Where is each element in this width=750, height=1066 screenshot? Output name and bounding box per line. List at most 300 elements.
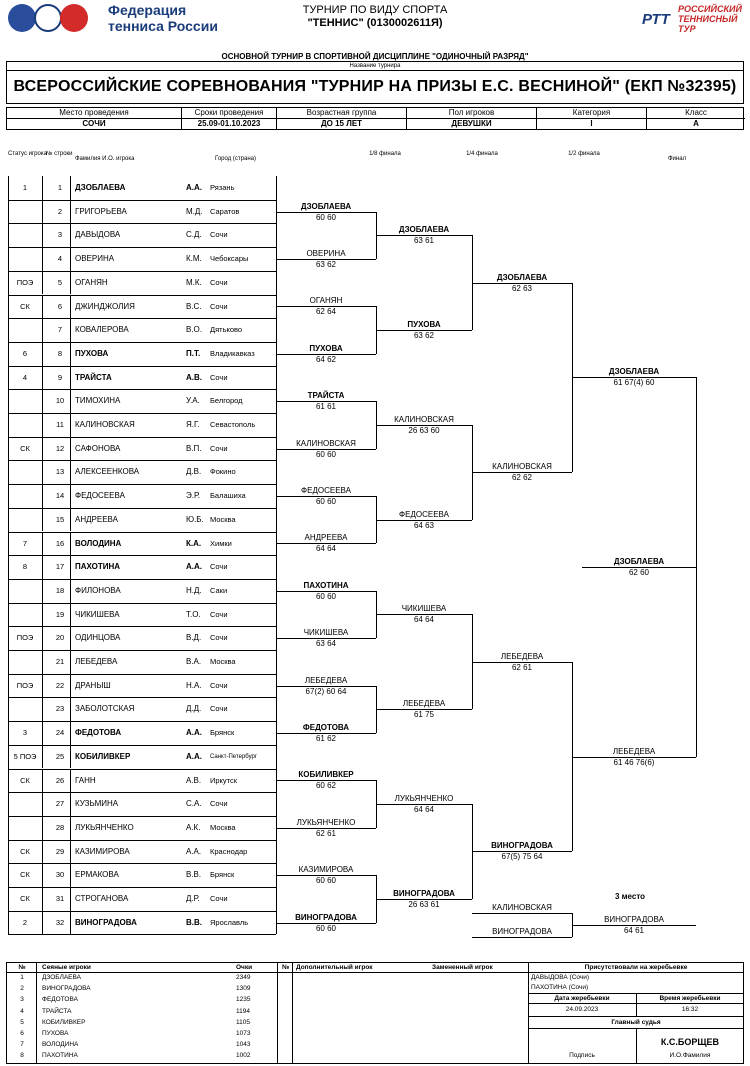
player-row — [8, 389, 276, 413]
qf-score: 61 75 — [413, 710, 435, 720]
info-label: Класс — [647, 108, 745, 119]
r16-score: 60 60 — [315, 449, 337, 459]
bracket-line — [70, 745, 71, 769]
ball-icon — [8, 4, 36, 32]
third-player: КАЛИНОВСКАЯ — [492, 903, 552, 912]
player-initials: Н.Д. — [186, 585, 202, 595]
judge-name: К.С.БОРЩЕВ — [660, 1037, 720, 1047]
player-name: ФЕДОСЕЕВА — [75, 491, 125, 501]
player-name: ВОЛОДИНА — [75, 538, 122, 548]
player-name: ДЖИНДЖОЛИЯ — [75, 301, 135, 311]
col-city: Город (страна) — [215, 156, 256, 162]
bracket-line — [42, 816, 43, 840]
player-row — [8, 176, 276, 200]
player-city: Чебоксары — [210, 254, 249, 264]
player-initials: А.А. — [186, 728, 202, 738]
bracket-line — [42, 887, 43, 911]
player-city: Сочи — [210, 680, 228, 690]
player-name: ВИНОГРАДОВА — [75, 917, 137, 927]
r16-score: 60 62 — [315, 781, 337, 791]
line-number: 3 — [57, 230, 63, 240]
seed-points: 2349 — [236, 974, 251, 981]
player-name: ЧИКИШЕВА — [75, 609, 120, 619]
seed-points: 1194 — [236, 1007, 250, 1015]
info-value: СОЧИ — [7, 119, 182, 130]
line-number: 31 — [55, 894, 65, 903]
r16-winner: ЛУКЬЯНЧЕНКО — [296, 817, 356, 827]
bracket-line — [42, 697, 43, 721]
player-initials: В.А. — [186, 657, 202, 666]
player-row — [8, 674, 276, 698]
info-value: А — [693, 119, 699, 128]
line-number: 28 — [55, 822, 65, 832]
line-number: 12 — [55, 443, 65, 453]
r16-winner: ТРАЙСТА — [307, 391, 345, 401]
line-number: 5 — [57, 277, 63, 287]
player-name: ОДИНЦОВА — [75, 633, 121, 643]
info-value: ДО 15 ЛЕТ — [277, 119, 407, 130]
r16-winner: КАЛИНОВСКАЯ — [296, 438, 356, 448]
qf-score: 64 64 — [413, 805, 435, 815]
player-initials: Н.А. — [186, 680, 202, 690]
bracket-line — [472, 913, 572, 914]
sport-title — [260, 4, 490, 30]
player-row — [8, 745, 276, 769]
player-initials: М.К. — [186, 277, 202, 287]
rtt-text: РОССИЙСКИЙ — [678, 4, 742, 14]
status-cell: 6 — [22, 348, 28, 358]
info-label: Место проведения — [7, 108, 182, 119]
seed-name: ВИНОГРАДОВА — [42, 985, 91, 993]
player-name: ДРАНЫШ — [75, 680, 111, 690]
player-name: ЕРМАКОВА — [75, 870, 119, 880]
player-row — [8, 603, 276, 627]
player-initials: Д.Д. — [186, 704, 202, 714]
seeds-header-points: Очки — [236, 964, 253, 971]
player-row — [8, 413, 276, 437]
seed-name: ПАХОТИНА — [42, 1052, 78, 1060]
qf-winner: КАЛИНОВСКАЯ — [394, 414, 454, 424]
player-city: Фокино — [210, 467, 236, 477]
bracket-line — [42, 555, 43, 579]
player-name: АНДРЕЕВА — [75, 514, 118, 524]
present-person: ДАВЫДОВА (Сочи) — [531, 974, 590, 981]
bracket-line — [42, 413, 43, 437]
player-initials: А.В. — [186, 372, 202, 382]
bracket-line — [70, 887, 71, 911]
bracket-line — [528, 1016, 744, 1017]
bracket-line — [42, 295, 43, 319]
sf-winner: КАЛИНОВСКАЯ — [492, 462, 552, 472]
col-status: Статус игрока — [8, 151, 47, 157]
bracket-line — [70, 603, 71, 627]
player-name: ДАВЫДОВА — [75, 230, 121, 240]
bracket-line — [42, 745, 43, 769]
r16-score: 60 60 — [315, 876, 337, 886]
third-place-label: 3 место — [614, 892, 646, 901]
player-row — [8, 792, 276, 816]
col-name: Фамилия И.О. игрока — [75, 156, 135, 162]
bracket-line — [6, 972, 744, 973]
player-row — [8, 484, 276, 508]
qf-winner: ЛУКЬЯНЧЕНКО — [394, 794, 454, 804]
sf-score: 62 62 — [511, 473, 533, 483]
bracket-line — [8, 176, 9, 934]
champion-name: ДЗОБЛАЕВА — [613, 557, 665, 567]
status-cell: 7 — [22, 538, 28, 548]
line-number: 24 — [55, 728, 65, 738]
player-name: ЗАБОЛОТСКАЯ — [75, 704, 135, 714]
bracket-line — [42, 389, 43, 413]
federation-logo — [8, 2, 258, 38]
bracket-line — [70, 508, 71, 532]
r16-winner: АНДРЕЕВА — [304, 533, 348, 543]
bracket-line — [42, 484, 43, 508]
line-number: 11 — [56, 420, 64, 429]
title-line: ТУРНИР ПО ВИДУ СПОРТА — [302, 4, 448, 16]
player-row — [8, 579, 276, 603]
bracket-line — [42, 650, 43, 674]
r16-winner: ЧИКИШЕВА — [303, 628, 349, 638]
player-name: ЛУКЬЯНЧЕНКО — [75, 822, 134, 832]
player-city: Сочи — [210, 562, 228, 572]
player-city: Сочи — [210, 230, 228, 240]
bracket-line — [70, 792, 71, 816]
bracket-line — [70, 674, 71, 698]
player-name: САФОНОВА — [75, 443, 121, 453]
r16-winner: КОБИЛИВКЕР — [298, 770, 354, 780]
player-city: Краснодар — [210, 846, 248, 856]
qf-winner: ДЗОБЛАЕВА — [398, 225, 450, 235]
sf-score: 62 61 — [511, 662, 533, 672]
seed-number: 2 — [20, 985, 24, 993]
player-city: Дятьково — [210, 325, 243, 335]
r16-score: 64 64 — [315, 544, 337, 554]
player-initials: А.В. — [186, 775, 202, 785]
bracket-line — [277, 962, 278, 1064]
line-number: 29 — [55, 846, 65, 856]
qf-winner: ЧИКИШЕВА — [401, 604, 447, 614]
tournament-name-box — [6, 61, 744, 104]
bracket-line — [70, 626, 71, 650]
rtt-logo — [642, 2, 748, 38]
bracket-line — [70, 769, 71, 793]
line-number: 2 — [57, 206, 63, 216]
seeds-header-n: № — [18, 964, 26, 971]
sf-winner: ВИНОГРАДОВА — [491, 841, 553, 851]
bracket-line — [42, 840, 43, 864]
bracket-line — [42, 863, 43, 887]
player-city: Сочи — [210, 633, 228, 643]
r16-winner: ПУХОВА — [309, 343, 343, 353]
r16-score: 62 61 — [315, 828, 337, 838]
draw-time-header: Время жеребьевки — [659, 995, 721, 1002]
player-row — [8, 200, 276, 224]
r16-score: 60 60 — [315, 212, 337, 222]
player-city: Санкт-Петербург — [210, 753, 258, 760]
player-row — [8, 816, 276, 840]
line-number: 23 — [55, 704, 65, 714]
bracket-line — [42, 721, 43, 745]
info-value: I — [537, 119, 647, 130]
player-name: ТИМОХИНА — [75, 396, 121, 406]
seed-points: 1309 — [236, 985, 251, 993]
seeds-header-name: Сеяные игроки — [42, 964, 91, 971]
bracket-line — [636, 993, 637, 1016]
col-seed: № строки — [46, 151, 73, 157]
line-number: 17 — [55, 562, 65, 572]
bracket-line — [42, 769, 43, 793]
seed-points: 1073 — [236, 1030, 251, 1037]
r16-score: 61 62 — [315, 733, 337, 743]
r16-winner: ВИНОГРАДОВА — [295, 912, 357, 922]
seed-name: ПУХОВА — [42, 1030, 69, 1037]
player-city: Москва — [210, 822, 236, 832]
player-name: КОВАЛЕРОВА — [75, 325, 129, 335]
col-qf: 1/4 финала — [466, 151, 498, 157]
fio-label: И.О.Фамилия — [669, 1052, 711, 1059]
status-cell: СК — [20, 894, 30, 903]
bracket-line — [70, 555, 71, 579]
seed-number: 1 — [20, 974, 24, 981]
player-initials: У.А. — [186, 396, 200, 406]
player-city: Сочи — [210, 301, 228, 311]
player-city: Белгород — [210, 396, 243, 406]
player-name: ЛЕБЕДЕВА — [75, 657, 118, 666]
seed-points: 1043 — [236, 1041, 251, 1049]
bracket-line — [42, 911, 43, 935]
tournament-name: ВСЕРОССИЙСКИЕ СОРЕВНОВАНИЯ "ТУРНИР НА ПРИЗЫ Е.С. ВЕСНИНОЙ" (ЕКП №32395) — [13, 78, 737, 95]
qf-score: 64 64 — [413, 615, 435, 625]
bracket-line — [70, 911, 71, 935]
r16-winner: ФЕДОСЕЕВА — [301, 485, 351, 495]
status-cell: 8 — [22, 562, 28, 572]
player-name: ФИЛОНОВА — [75, 585, 121, 595]
draw-date: 24.09.2023 — [565, 1006, 599, 1013]
player-row — [8, 697, 276, 721]
player-city: Химки — [210, 538, 232, 548]
player-initials: С.А. — [186, 799, 202, 809]
r16-score: 60 60 — [315, 923, 337, 933]
extra-header-replaced: Замененный игрок — [432, 964, 493, 971]
player-row — [8, 721, 276, 745]
player-row — [8, 840, 276, 864]
champion-score: 62 60 — [628, 568, 650, 578]
player-city: Саки — [210, 585, 228, 595]
bracket-line — [292, 962, 293, 1064]
extra-header-add: Дополнительный игрок — [296, 964, 373, 971]
player-row — [8, 863, 276, 887]
player-city: Балашиха — [210, 491, 246, 501]
player-initials: К.А. — [186, 538, 202, 548]
line-number: 7 — [57, 325, 63, 335]
player-city: Иркутск — [210, 775, 238, 785]
qf-score: 63 61 — [413, 236, 435, 246]
bracket-line — [42, 437, 43, 461]
draw-time: 16:32 — [681, 1006, 699, 1013]
player-city: Сочи — [210, 704, 228, 714]
bracket-line — [696, 377, 697, 756]
bracket-line — [42, 532, 43, 556]
line-number: 20 — [55, 633, 65, 643]
player-initials: Э.Р. — [186, 491, 201, 501]
bracket-line — [70, 200, 71, 224]
line-number: 22 — [55, 680, 65, 690]
line-number: 18 — [55, 585, 65, 595]
qf-winner: ЛЕБЕДЕВА — [402, 699, 446, 709]
sf-score: 62 63 — [511, 283, 533, 293]
r16-score: 63 64 — [315, 639, 337, 649]
rtt-emblem: РТТ — [642, 11, 670, 28]
line-number: 25 — [55, 751, 65, 761]
bracket-line — [42, 508, 43, 532]
info-label: Пол игроков — [407, 108, 537, 119]
player-name: ФЕДОТОВА — [75, 728, 122, 738]
player-row — [8, 247, 276, 271]
qf-score: 63 62 — [413, 331, 435, 341]
final-player: ЛЕБЕДЕВА — [612, 746, 656, 756]
present-header: Присутствовали на жеребьевке — [584, 964, 688, 971]
qf-score: 64 63 — [413, 520, 435, 530]
player-initials: А.А. — [186, 183, 202, 192]
player-row — [8, 318, 276, 342]
bracket-line — [70, 437, 71, 461]
bracket-line — [42, 247, 43, 271]
player-name: ПАХОТИНА — [75, 562, 121, 572]
status-cell: СК — [20, 846, 30, 856]
r16-winner: КАЗИМИРОВА — [298, 865, 354, 875]
player-initials: А.А. — [186, 751, 202, 761]
col-final: Финал — [668, 156, 687, 162]
r16-score: 60 60 — [315, 591, 337, 601]
bracket-line — [70, 840, 71, 864]
info-value: 25.09-01.10.2023 — [182, 119, 277, 130]
info-label: Возрастная группа — [277, 108, 407, 119]
seed-points: 1002 — [236, 1052, 251, 1060]
status-cell: ПОЭ — [16, 277, 34, 287]
seed-number: 4 — [20, 1007, 24, 1015]
player-initials: К.М. — [186, 254, 202, 264]
line-number: 9 — [57, 372, 63, 382]
name-label: Название турнира — [7, 62, 743, 71]
bracket-line — [42, 366, 43, 390]
bracket-line — [70, 413, 71, 437]
info-label: Сроки проведения — [182, 108, 277, 119]
status-cell: СК — [20, 443, 30, 453]
status-cell: СК — [20, 301, 30, 311]
qf-score: 26 63 61 — [408, 899, 440, 909]
r16-score: 63 62 — [315, 259, 337, 269]
bracket-line — [8, 934, 276, 935]
bracket-line — [70, 532, 71, 556]
bracket-line — [70, 816, 71, 840]
bracket-line — [70, 271, 71, 295]
player-city: Москва — [210, 657, 236, 666]
player-city: Сочи — [210, 894, 228, 903]
bracket-line — [70, 389, 71, 413]
present-person: ПАХОТИНА (Сочи) — [531, 984, 589, 991]
bracket-line — [70, 460, 71, 484]
player-name: КАЛИНОВСКАЯ — [75, 420, 135, 429]
bracket-line — [42, 176, 43, 200]
line-number: 15 — [55, 514, 65, 524]
bracket-line — [70, 697, 71, 721]
player-initials: В.Д. — [186, 633, 202, 643]
status-cell: 4 — [22, 372, 28, 382]
player-initials: Д.В. — [186, 467, 202, 477]
bracket-line — [70, 223, 71, 247]
player-city: Рязань — [210, 183, 235, 192]
sf-score: 67(5) 75 64 — [501, 852, 543, 862]
bracket-line — [42, 460, 43, 484]
qf-winner: ПУХОВА — [407, 320, 441, 330]
player-row — [8, 532, 276, 556]
line-number: 1 — [57, 183, 63, 192]
player-initials: Д.Р. — [186, 894, 200, 903]
player-name: КАЗИМИРОВА — [75, 846, 130, 856]
line-number: 21 — [55, 657, 65, 666]
bracket-line — [70, 579, 71, 603]
sf-winner: ЛЕБЕДЕВА — [500, 651, 544, 661]
r16-score: 64 62 — [315, 354, 337, 364]
player-row — [8, 887, 276, 911]
final-score: 61 46 76(6) — [613, 757, 655, 767]
player-name: ГРИГОРЬЕВА — [75, 206, 127, 216]
player-initials: С.Д. — [186, 230, 202, 240]
player-name: ТРАЙСТА — [75, 372, 112, 382]
qf-winner: ВИНОГРАДОВА — [393, 888, 455, 898]
line-number: 32 — [55, 917, 65, 927]
player-initials: В.С. — [186, 301, 202, 311]
bracket-line — [70, 721, 71, 745]
player-initials: Я.Г. — [186, 420, 200, 429]
r16-winner: ФЕДОТОВА — [302, 722, 350, 732]
sf-winner: ДЗОБЛАЕВА — [496, 272, 548, 282]
seed-number: 6 — [20, 1030, 24, 1037]
ball-icon — [34, 4, 62, 32]
bracket-line — [42, 200, 43, 224]
extra-header-n: № — [282, 964, 290, 971]
qf-winner: ФЕДОСЕЕВА — [399, 509, 449, 519]
bracket-line — [42, 579, 43, 603]
line-number: 14 — [55, 491, 65, 501]
info-value: ДЕВУШКИ — [407, 119, 537, 130]
player-city: Москва — [210, 514, 236, 524]
player-row — [8, 271, 276, 295]
player-name: ОВЕРИНА — [75, 254, 115, 264]
player-name: КУЗЬМИНА — [75, 799, 119, 809]
seed-name: ДЗОБЛАЕВА — [42, 974, 81, 981]
col-sf: 1/2 финала — [568, 151, 600, 157]
qf-score: 26 63 60 — [408, 425, 440, 435]
player-city: Саратов — [210, 206, 240, 216]
seed-name: КОБИЛИВКЕР — [42, 1018, 86, 1026]
seed-points: 1235 — [236, 996, 251, 1004]
player-row — [8, 295, 276, 319]
bracket-line — [36, 962, 37, 1064]
r16-score: 62 64 — [315, 307, 337, 317]
seed-name: ФЕДОТОВА — [42, 996, 78, 1004]
player-initials: А.А. — [186, 562, 202, 572]
status-cell: 1 — [22, 183, 28, 192]
seed-number: 3 — [20, 996, 24, 1004]
line-number: 16 — [55, 538, 65, 548]
status-cell: 2 — [22, 917, 28, 927]
status-cell: 5 ПОЭ — [13, 751, 37, 761]
bracket-line — [42, 603, 43, 627]
seed-number: 5 — [20, 1018, 24, 1026]
bracket-line — [472, 937, 572, 938]
